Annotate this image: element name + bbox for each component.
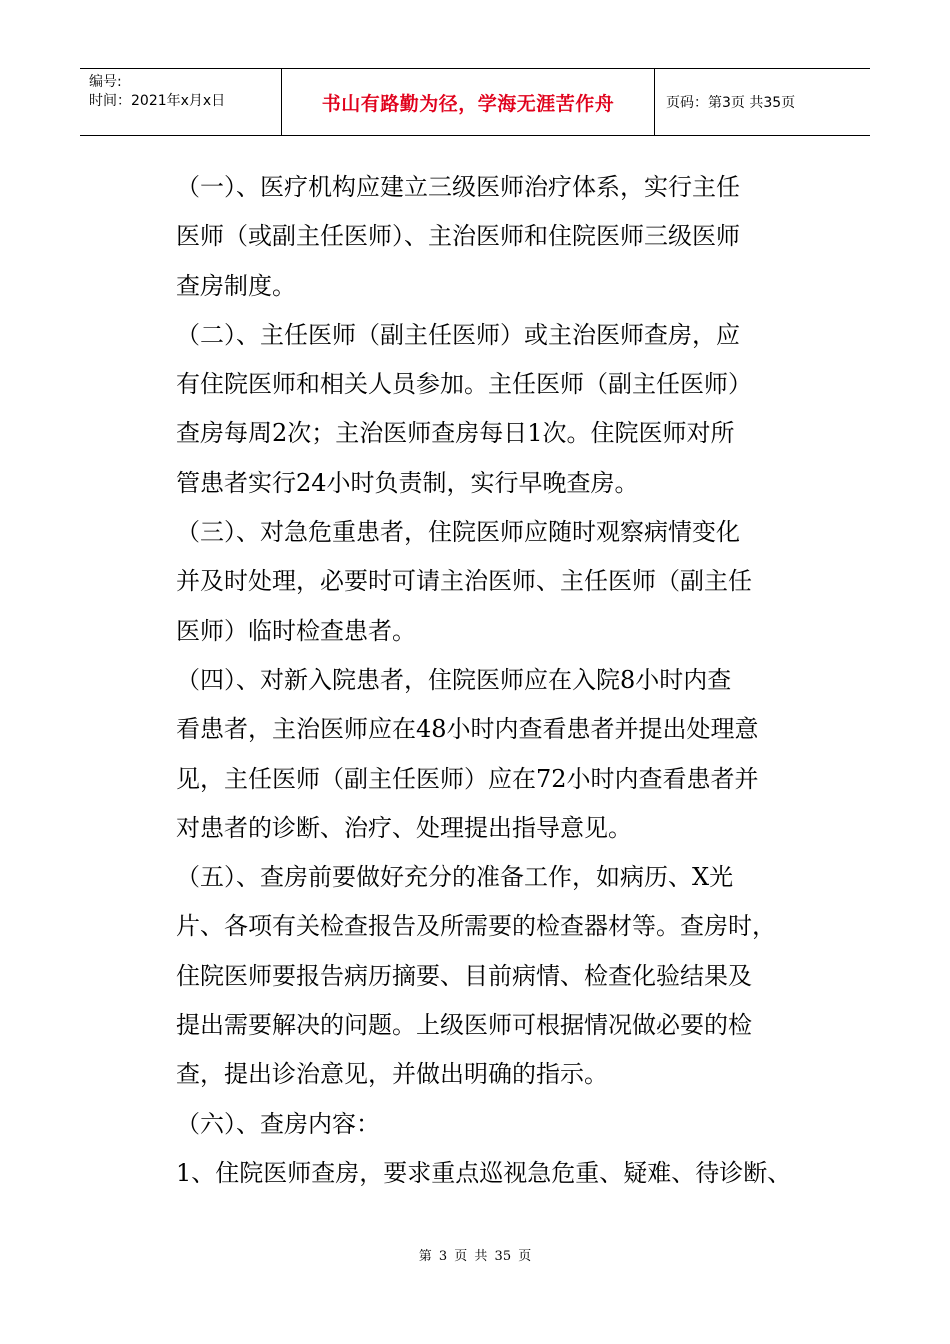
body-line: 提出需要解决的问题。上级医师可根据情况做必要的检 — [176, 1011, 752, 1040]
body-line: 管患者实行24小时负责制，实行早晚查房。 — [176, 468, 639, 497]
body-line: 医师（或副主任医师）、主治医师和住院医师三级医师 — [176, 222, 740, 251]
body-line: 看患者，主治医师应在48小时内查看患者并提出处理意 — [176, 715, 759, 744]
body-line: （二）、主任医师（副主任医师）或主治医师查房，应 — [176, 320, 740, 349]
body-line: （五）、查房前要做好充分的准备工作，如病历、X光 — [176, 863, 734, 892]
body-line: 查房每周2次；主治医师查房每日1次。住院医师对所 — [176, 419, 735, 448]
document-date: 时间：2021年x月x日 — [89, 93, 226, 109]
body-line: 片、各项有关检查报告及所需要的检查器材等。查房时， — [176, 912, 776, 941]
page-footer: 第 3 页 共 35 页 — [418, 1249, 532, 1264]
document-body — [176, 163, 826, 1198]
body-line: 医师）临时检查患者。 — [176, 616, 416, 645]
body-line: 查房制度。 — [176, 271, 296, 300]
body-line: 并及时处理，必要时可请主治医师、主任医师（副主任 — [176, 567, 752, 596]
body-line: 对患者的诊断、治疗、处理提出指导意见。 — [176, 813, 632, 842]
body-line: 查，提出诊治意见，并做出明确的指示。 — [176, 1060, 608, 1089]
document-header — [80, 68, 870, 136]
body-line: （一）、医疗机构应建立三级医师治疗体系，实行主任 — [176, 173, 740, 201]
header-motto-cell — [282, 69, 655, 135]
header-motto: 书山有路勤为径，学海无涯苦作舟 — [321, 92, 615, 115]
body-line: 见，主任医师（副主任医师）应在72小时内查看患者并 — [176, 764, 759, 793]
header-page-code: 页码：第3页 共35页 — [666, 95, 796, 111]
body-line: （六）、查房内容： — [176, 1109, 380, 1138]
document-number-label: 编号: — [89, 74, 122, 90]
body-line: 住院医师要报告病历摘要、目前病情、检查化验结果及 — [176, 961, 752, 990]
body-line: （三）、对急危重患者，住院医师应随时观察病情变化 — [176, 518, 740, 547]
body-line: 1、住院医师查房，要求重点巡视急危重、疑难、待诊断、 — [176, 1158, 792, 1187]
header-meta-cell — [80, 69, 282, 135]
body-line: 有住院医师和相关人员参加。主任医师（副主任医师） — [176, 370, 752, 399]
body-line: （四）、对新入院患者，住院医师应在入院8小时内查 — [176, 665, 732, 694]
header-page-cell — [655, 69, 870, 135]
